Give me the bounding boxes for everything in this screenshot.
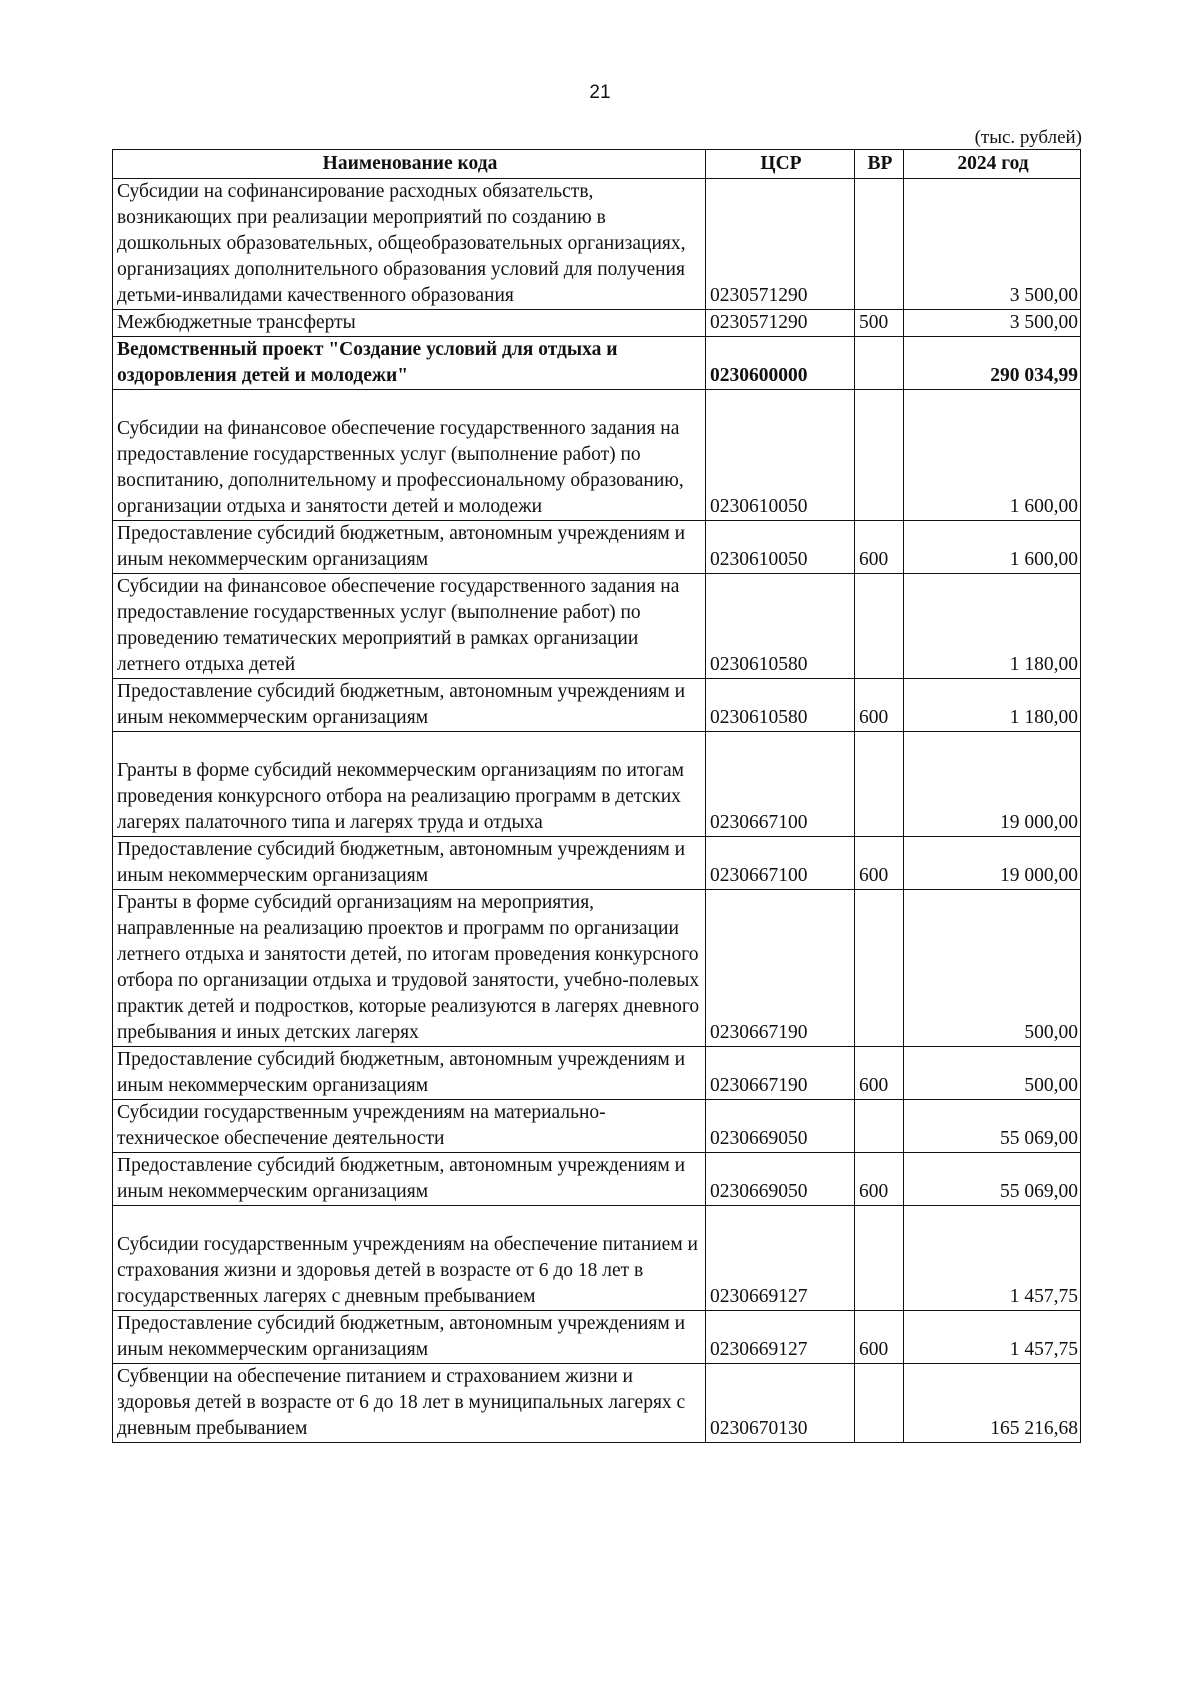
row-amount: 19 000,00 bbox=[904, 732, 1081, 837]
row-name: Гранты в форме субсидий некоммерческим организациям по итогам проведения конкурсного отбора на реализацию программ в детских лагерях палаточного типа и лагерях труда и отдыха bbox=[113, 732, 706, 837]
table-row bbox=[113, 574, 1081, 679]
table-row bbox=[113, 521, 1081, 574]
table-header-row bbox=[113, 150, 1081, 179]
row-csr: 0230667100 bbox=[706, 837, 855, 890]
row-csr: 0230669127 bbox=[706, 1206, 855, 1311]
row-amount: 3 500,00 bbox=[904, 310, 1081, 337]
table-row bbox=[113, 390, 1081, 521]
row-csr: 0230667100 bbox=[706, 732, 855, 837]
table-row bbox=[113, 1364, 1081, 1443]
row-csr: 0230571290 bbox=[706, 310, 855, 337]
header-name: Наименование кода bbox=[113, 150, 706, 179]
row-csr: 0230610050 bbox=[706, 521, 855, 574]
row-amount: 290 034,99 bbox=[904, 337, 1081, 390]
row-csr: 0230600000 bbox=[706, 337, 855, 390]
table-row bbox=[113, 837, 1081, 890]
header-vr: ВР bbox=[855, 150, 904, 179]
row-csr: 0230667190 bbox=[706, 1047, 855, 1100]
row-name: Субсидии государственным учреждениям на обеспечение питанием и страхования жизни и здоровья детей в возрасте от 6 до 18 лет в государственных лагерях с дневным пребыванием bbox=[113, 1206, 706, 1311]
budget-table bbox=[112, 149, 1081, 1443]
header-year: 2024 год bbox=[904, 150, 1081, 179]
row-amount: 3 500,00 bbox=[904, 179, 1081, 310]
row-vr bbox=[855, 1100, 904, 1153]
row-amount: 55 069,00 bbox=[904, 1100, 1081, 1153]
row-vr bbox=[855, 179, 904, 310]
row-amount: 500,00 bbox=[904, 890, 1081, 1047]
row-csr: 0230610580 bbox=[706, 574, 855, 679]
row-name: Субсидии на финансовое обеспечение государственного задания на предоставление государственных услуг (выполнение работ) по проведению тематических мероприятий в рамках организации летнего отдыха детей bbox=[113, 574, 706, 679]
row-name: Субсидии на финансовое обеспечение государственного задания на предоставление государственных услуг (выполнение работ) по воспитанию, дополнительному и профессиональному образованию, организации отдыха и занятости детей и молодежи bbox=[113, 390, 706, 521]
row-vr bbox=[855, 390, 904, 521]
row-csr: 0230610050 bbox=[706, 390, 855, 521]
row-csr: 0230667190 bbox=[706, 890, 855, 1047]
table-row bbox=[113, 732, 1081, 837]
row-vr: 600 bbox=[855, 1311, 904, 1364]
table-row bbox=[113, 1153, 1081, 1206]
table-row bbox=[113, 679, 1081, 732]
row-csr: 0230670130 bbox=[706, 1364, 855, 1443]
table-row bbox=[113, 310, 1081, 337]
row-vr bbox=[855, 337, 904, 390]
table-row bbox=[113, 1100, 1081, 1153]
row-name: Субсидии на софинансирование расходных обязательств, возникающих при реализации мероприятий по созданию в дошкольных образовательных, общеобразовательных организациях, организациях дополнительного образования условий для получения детьми-инвалидами качественного образования bbox=[113, 179, 706, 310]
row-name: Субсидии государственным учреждениям на материально-техническое обеспечение деятельности bbox=[113, 1100, 706, 1153]
row-vr: 600 bbox=[855, 837, 904, 890]
row-amount: 1 600,00 bbox=[904, 390, 1081, 521]
row-name: Предоставление субсидий бюджетным, автономным учреждениям и иным некоммерческим организациям bbox=[113, 1311, 706, 1364]
row-amount: 55 069,00 bbox=[904, 1153, 1081, 1206]
row-name: Предоставление субсидий бюджетным, автономным учреждениям и иным некоммерческим организациям bbox=[113, 679, 706, 732]
row-amount: 19 000,00 bbox=[904, 837, 1081, 890]
row-vr: 600 bbox=[855, 521, 904, 574]
row-amount: 500,00 bbox=[904, 1047, 1081, 1100]
row-amount: 165 216,68 bbox=[904, 1364, 1081, 1443]
row-name: Предоставление субсидий бюджетным, автономным учреждениям и иным некоммерческим организациям bbox=[113, 837, 706, 890]
row-csr: 0230669050 bbox=[706, 1100, 855, 1153]
header-csr: ЦСР bbox=[706, 150, 855, 179]
row-name: Предоставление субсидий бюджетным, автономным учреждениям и иным некоммерческим организациям bbox=[113, 521, 706, 574]
row-vr bbox=[855, 574, 904, 679]
row-amount: 1 180,00 bbox=[904, 679, 1081, 732]
row-name: Ведомственный проект "Создание условий для отдыха и оздоровления детей и молодежи" bbox=[113, 337, 706, 390]
row-vr bbox=[855, 1364, 904, 1443]
row-amount: 1 457,75 bbox=[904, 1311, 1081, 1364]
row-name: Предоставление субсидий бюджетным, автономным учреждениям и иным некоммерческим организациям bbox=[113, 1153, 706, 1206]
row-vr: 600 bbox=[855, 1153, 904, 1206]
row-amount: 1 457,75 bbox=[904, 1206, 1081, 1311]
row-name: Гранты в форме субсидий организациям на мероприятия, направленные на реализацию проектов и программ по организации летнего отдыха и занятости детей, по итогам проведения конкурсного отбора по организации отдыха и трудовой занятости, учебно-полевых практик детей и подростков, которые реализуются в лагерях дневного пребывания и иных детских лагерях bbox=[113, 890, 706, 1047]
row-csr: 0230669050 bbox=[706, 1153, 855, 1206]
table-row-project bbox=[113, 337, 1081, 390]
row-csr: 0230669127 bbox=[706, 1311, 855, 1364]
table-row bbox=[113, 1311, 1081, 1364]
table-row bbox=[113, 179, 1081, 310]
table-row bbox=[113, 1206, 1081, 1311]
units-label: (тыс. рублей) bbox=[974, 127, 1082, 148]
row-vr bbox=[855, 732, 904, 837]
row-vr bbox=[855, 1206, 904, 1311]
row-name: Межбюджетные трансферты bbox=[113, 310, 706, 337]
page-number: 21 bbox=[589, 82, 611, 103]
row-name: Субвенции на обеспечение питанием и страхованием жизни и здоровья детей в возрасте от 6 до 18 лет в муниципальных лагерях с дневным пребыванием bbox=[113, 1364, 706, 1443]
row-amount: 1 600,00 bbox=[904, 521, 1081, 574]
row-csr: 0230571290 bbox=[706, 179, 855, 310]
table-row bbox=[113, 890, 1081, 1047]
row-vr bbox=[855, 890, 904, 1047]
row-csr: 0230610580 bbox=[706, 679, 855, 732]
table-row bbox=[113, 1047, 1081, 1100]
row-amount: 1 180,00 bbox=[904, 574, 1081, 679]
row-vr: 500 bbox=[855, 310, 904, 337]
row-name: Предоставление субсидий бюджетным, автономным учреждениям и иным некоммерческим организациям bbox=[113, 1047, 706, 1100]
row-vr: 600 bbox=[855, 1047, 904, 1100]
row-vr: 600 bbox=[855, 679, 904, 732]
